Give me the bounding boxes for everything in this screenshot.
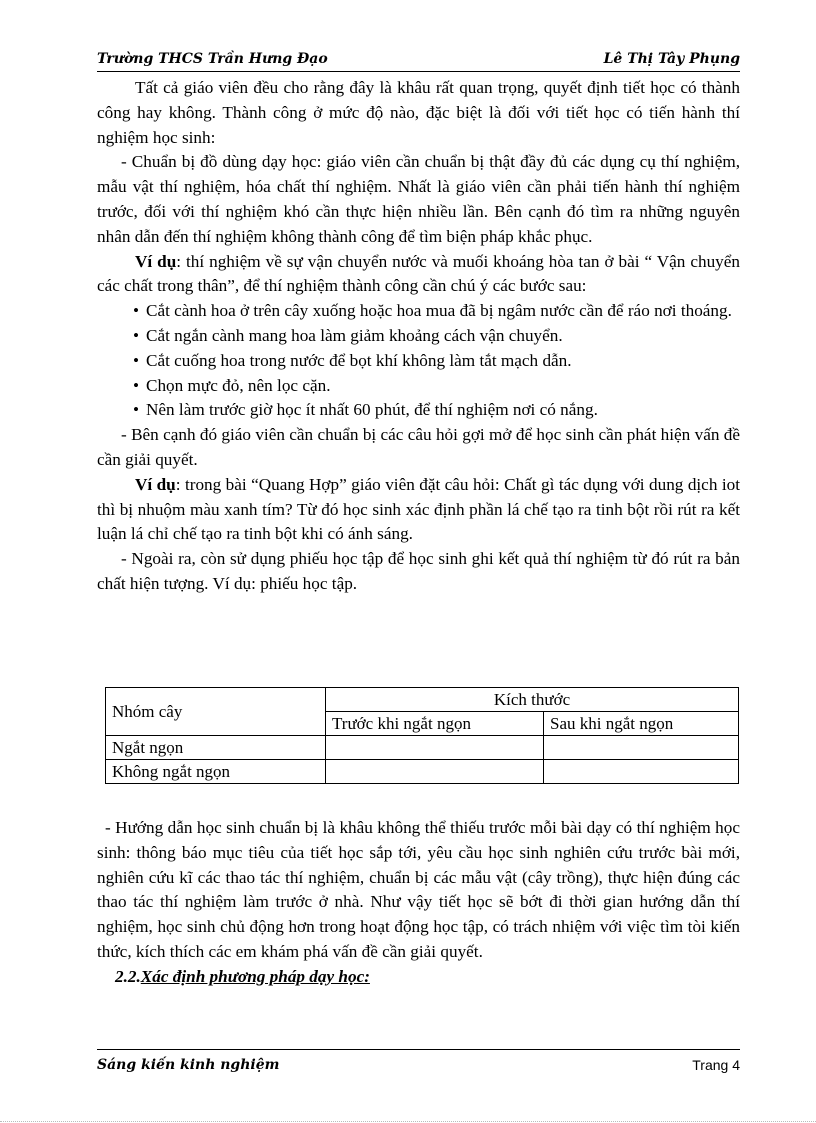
bullet-item: • Cắt ngắn cành mang hoa làm giảm khoảng cách vận chuyển. [97, 324, 740, 349]
header-author: Lê Thị Tây Phụng [603, 51, 740, 67]
table-header-group: Nhóm cây [106, 688, 326, 736]
bullet-icon: • [133, 325, 140, 345]
example-label: Ví dụ [135, 251, 177, 271]
paragraph-intro: Tất cả giáo viên đều cho rằng đây là khâu rất quan trọng, quyết định tiết học có thành công hay không. Thành công ở mức độ nào, đặc biệt là đối với tiết học có tiến hành thí nghiệm học sinh: [97, 78, 740, 147]
bullet-icon: • [133, 301, 140, 321]
bullet-item: • Cắt cành hoa ở trên cây xuống hoặc hoa mua đã bị ngâm nước cần để ráo nơi thoáng. [97, 299, 740, 324]
paragraph-questions: - Bên cạnh đó giáo viên cần chuẩn bị các câu hỏi gợi mở để học sinh cần phát hiện vấn đề cần giải quyết. [97, 425, 740, 469]
section-title: Xác định phương pháp dạy học: [140, 966, 370, 986]
bullet-icon: • [133, 400, 140, 420]
document-body-continued [97, 816, 740, 990]
paragraph-prepare-tools: - Chuẩn bị đồ dùng dạy học: giáo viên cần chuẩn bị thật đầy đủ các dụng cụ thí nghiệm, mẫu vật thí nghiệm, hóa chất thí nghiệm. Nhất là giáo viên cần phải tiến hành thí nghiệm trước, đối với thí nghiệm khó cần thực hiện nhiều lần. Bên cạnh đó tìm ra những nguyên nhân dẫn đến thí nghiệm không thành công để tìm biện pháp khắc phục. [97, 152, 740, 246]
bullet-item: • Chọn mực đỏ, nên lọc cặn. [97, 374, 740, 399]
table-row [106, 760, 739, 784]
table-header-size: Kích thước [326, 688, 739, 712]
page-number: Trang 4 [692, 1057, 740, 1073]
worksheet-table [105, 687, 739, 784]
bullet-item: • Cắt cuống hoa trong nước để bọt khí không làm tắt mạch dẫn. [97, 349, 740, 374]
table-cell-after [544, 760, 739, 784]
page-header [97, 49, 740, 71]
paragraph-example-1: Ví dụ: thí nghiệm về sự vận chuyển nước và muối khoáng hòa tan ở bài “ Vận chuyển các chất trong thân”, để thí nghiệm thành công cần chú ý các bước sau: [97, 251, 740, 296]
table-cell-label: Ngắt ngọn [106, 736, 326, 760]
table-cell-label: Không ngắt ngọn [106, 760, 326, 784]
footer-rule [97, 1049, 740, 1050]
table-row [106, 736, 739, 760]
table-header-before: Trước khi ngắt ngọn [326, 712, 544, 736]
table-cell-before [326, 760, 544, 784]
paragraph-student-prep: - Hướng dẫn học sinh chuẩn bị là khâu không thể thiếu trước mỗi bài dạy có thí nghiệm học sinh: thông báo mục tiêu của tiết học sắp tới, yêu cầu học sinh nghiên cứu trước bài mới, nghiên cứu kĩ các thao tác thí nghiệm, chuẩn bị các mẫu vật (cây trồng), thực hiện đúng các thao tác thí nghiệm làm trước ở nhà. Như vậy tiết học sẽ bớt đi thời gian hướng dẫn thí nghiệm, học sinh chủ động hơn trong hoạt động học tập, có trách nhiệm với việc tìm tòi kiến thức, kích thích các em khám phá vấn đề cần giải quyết. [97, 818, 740, 961]
table-header-after: Sau khi ngắt ngọn [544, 712, 739, 736]
header-rule [97, 71, 740, 72]
paragraph-worksheet: - Ngoài ra, còn sử dụng phiếu học tập để học sinh ghi kết quả thí nghiệm từ đó rút ra bản chất hiện tượng. Ví dụ: phiếu học tập. [97, 549, 740, 593]
section-heading [97, 965, 740, 990]
footer-title: Sáng kiến kinh nghiệm [97, 1057, 280, 1073]
bullet-icon: • [133, 375, 140, 395]
document-body [97, 76, 740, 597]
example-label: Ví dụ [135, 474, 176, 494]
header-school: Trường THCS Trần Hưng Đạo [97, 51, 328, 67]
section-number: 2.2. [115, 966, 141, 986]
table-cell-after [544, 736, 739, 760]
page-edge-divider [0, 1121, 816, 1122]
table-cell-before [326, 736, 544, 760]
bullet-icon: • [133, 350, 140, 370]
paragraph-example-2: Ví dụ: trong bài “Quang Hợp” giáo viên đặt câu hỏi: Chất gì tác dụng với dung dịch iot thì bị nhuộm màu xanh tím? Từ đó học sinh xác định phần lá chế tạo ra tinh bột rồi rút ra kết luận lá chỉ chế tạo ra tinh bột khi có ánh sáng. [97, 474, 740, 544]
bullet-item: • Nên làm trước giờ học ít nhất 60 phút, để thí nghiệm nơi có nắng. [97, 398, 740, 423]
